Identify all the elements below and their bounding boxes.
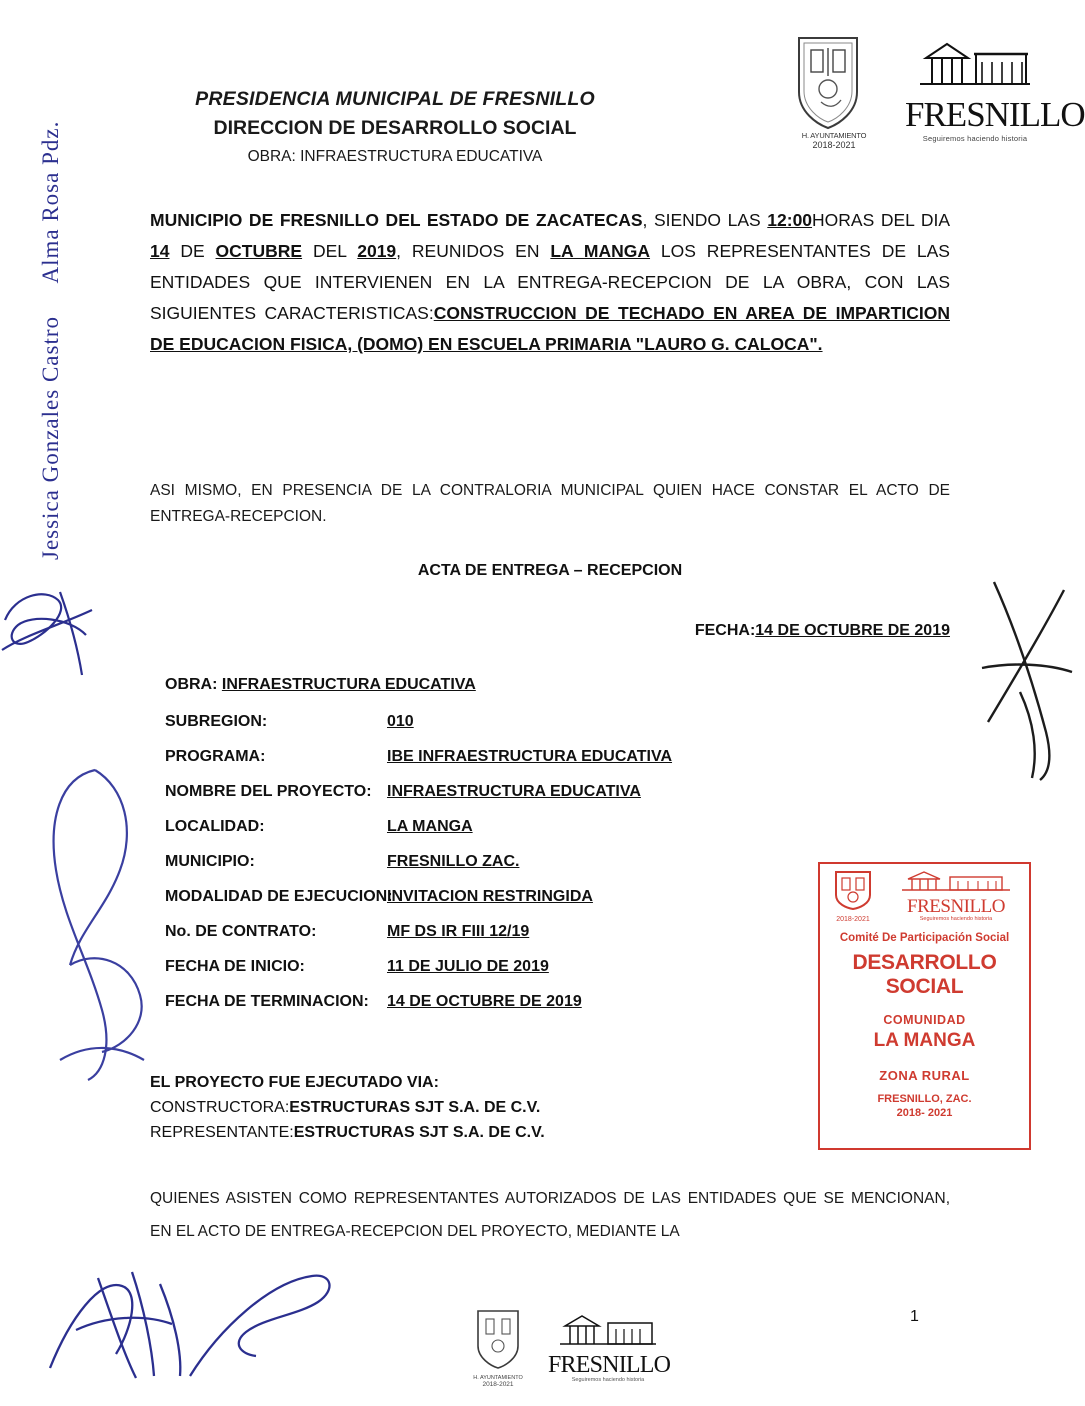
stamp-years-line: 2018- 2021 (896, 1107, 953, 1119)
para-month: OCTUBRE (215, 241, 303, 261)
obra-label: OBRA: (165, 676, 218, 693)
crest-years: 2018-2021 (812, 140, 856, 150)
constructora-value: ESTRUCTURAS SJT S.A. DE C.V. (289, 1099, 541, 1116)
para-seg3: HORAS DEL DIA (812, 210, 950, 230)
field-value: MF DS IR FIII 12/19 (387, 923, 530, 940)
field-value: FRESNILLO ZAC. (387, 853, 520, 870)
header-title-direccion: DIRECCION DE DESARROLLO SOCIAL (213, 117, 577, 139)
para-seg6: , REUNIDOS EN (396, 241, 551, 261)
footer-crest-icon (468, 1308, 528, 1388)
footer-fresnillo-logo (548, 1312, 671, 1383)
para-year: 2019 (357, 241, 397, 261)
handwritten-signature-right (972, 572, 1085, 792)
header-title-presidencia: PRESIDENCIA MUNICIPAL DE FRESNILLO (195, 88, 595, 110)
field-value: 11 DE JULIO DE 2019 (387, 958, 549, 975)
stamp-comunidad-value: LA MANGA (873, 1030, 976, 1051)
para-seg5: DEL (302, 241, 358, 261)
field-label: FECHA DE INICIO: (165, 958, 305, 975)
para-work-description: CONSTRUCCION DE TECHADO EN AREA DE IMPARTICION DE EDUCACION FISICA, (DOMO) EN ESCUELA PRIMARIA "LAURO G. CALOCA". (150, 303, 950, 354)
field-label: PROGRAMA: (165, 748, 266, 765)
stamp-logo-tagline: Seguiremos haciendo historia (919, 916, 993, 922)
field-label: No. DE CONTRATO: (165, 923, 317, 940)
para-day: 14 (150, 241, 170, 261)
handwritten-signature-left-upper (0, 580, 120, 690)
fecha-label: FECHA: (694, 622, 756, 639)
margin-name-top: Alma Rosa Pdz. (38, 120, 63, 284)
fecha-line (150, 622, 950, 640)
field-value: INFRAESTRUCTURA EDUCATIVA (387, 783, 641, 800)
footer-crest-caption: H. AYUNTAMIENTO (473, 1375, 523, 1381)
fresnillo-logo (905, 38, 1085, 143)
stamp-building-icon (896, 870, 1016, 892)
field-label: MUNICIPIO: (165, 853, 255, 870)
constructora-label: CONSTRUCTORA: (150, 1099, 290, 1116)
stamp-header (820, 864, 1029, 922)
handwritten-signature-bottom-left (40, 1258, 340, 1388)
para-seg7: LOS REPRESENTANTES DE LAS ENTIDADES QUE INTERVIENEN EN LA ENTREGA-RECEPCION DE LA OBRA, CON LAS SIGUIENTES CARACTERISTICAS: (150, 241, 950, 323)
stamp-department-line: DESARROLLO SOCIAL (852, 951, 997, 998)
stamp-crest-years: 2018-2021 (836, 916, 870, 923)
field-row (165, 713, 865, 748)
representante-value: ESTRUCTURAS SJT S.A. DE C.V. (293, 1124, 545, 1141)
field-value: INVITACION RESTRINGIDA (387, 888, 593, 905)
field-label: NOMBRE DEL PROYECTO: (165, 783, 372, 800)
para-seg4: DE (169, 241, 216, 261)
margin-name-bottom: Jessica Gonzales Castro (38, 316, 63, 560)
field-row (165, 783, 865, 818)
stamp-logo-text: FRESNILLO (907, 896, 1005, 917)
field-row (165, 818, 865, 853)
obra-value: INFRAESTRUCTURA EDUCATIVA (221, 676, 476, 693)
stamp-crest-icon (828, 869, 878, 923)
stamp-logo (891, 870, 1021, 922)
fresnillo-logo-text: FRESNILLO (905, 95, 1085, 134)
field-row (165, 923, 865, 958)
handwritten-signature-left-lower (40, 760, 170, 1090)
field-row (165, 853, 865, 888)
field-value: LA MANGA (387, 818, 473, 835)
second-paragraph: ASI MISMO, EN PRESENCIA DE LA CONTRALORIA MUNICIPAL QUIEN HACE CONSTAR EL ACTO DE ENTREGA-RECEPCION. (150, 482, 950, 525)
stamp-city-line: FRESNILLO, ZAC. (877, 1093, 972, 1105)
footer-logo-text: FRESNILLO (548, 1352, 671, 1378)
header-title-obra: OBRA: INFRAESTRUCTURA EDUCATIVA (247, 148, 543, 165)
para-locality: LA MANGA (550, 241, 651, 261)
field-row (165, 748, 865, 783)
para-seg2: , SIENDO LAS (642, 210, 768, 230)
stamp-committee-line: Comité De Participación Social (839, 932, 1010, 944)
crest-caption: H. AYUNTAMIENTO (801, 131, 867, 140)
page-number: 1 (910, 1308, 919, 1325)
stamp-zona-line: ZONA RURAL (879, 1068, 970, 1083)
third-paragraph: QUIENES ASISTEN COMO REPRESENTANTES AUTORIZADOS DE LAS ENTIDADES QUE SE MENCIONAN, EN EL ACTO DE ENTREGA-RECEPCION DEL PROYECTO, MEDIANTE LA (150, 1190, 950, 1240)
project-fields-table (165, 713, 865, 1028)
municipal-crest-icon (795, 34, 873, 150)
execution-heading: EL PROYECTO FUE EJECUTADO VIA: (150, 1074, 439, 1091)
representante-label: REPRESENTANTE: (150, 1124, 294, 1141)
execution-block (150, 1070, 850, 1145)
footer-crest-years: 2018-2021 (482, 1381, 514, 1388)
field-row (165, 888, 865, 923)
acta-title: ACTA DE ENTREGA – RECEPCION (417, 562, 683, 579)
header-text-block (0, 88, 790, 166)
obra-line (165, 676, 476, 694)
footer-logo-tagline: Seguiremos haciendo historia (571, 1377, 645, 1383)
fresnillo-building-icon (912, 38, 1038, 90)
main-paragraph (150, 205, 950, 360)
field-value: 010 (387, 713, 414, 730)
para-time: 12:00 (767, 210, 813, 230)
stamp-comunidad-label: COMUNIDAD (883, 1013, 966, 1027)
constructora-line (150, 1095, 850, 1120)
field-label: SUBREGION: (165, 713, 268, 730)
field-label: MODALIDAD DE EJECUCION: (165, 888, 393, 905)
representante-line (150, 1120, 850, 1145)
field-row (165, 993, 865, 1028)
para-municipio-bold: MUNICIPIO DE FRESNILLO DEL ESTADO DE ZACATECAS (150, 210, 643, 230)
field-label: LOCALIDAD: (165, 818, 265, 835)
field-value: IBE INFRAESTRUCTURA EDUCATIVA (387, 748, 673, 765)
fecha-value: 14 DE OCTUBRE DE 2019 (755, 622, 950, 639)
field-label: FECHA DE TERMINACION: (165, 993, 369, 1010)
field-row (165, 958, 865, 993)
footer-building-icon (554, 1312, 662, 1348)
official-red-stamp (818, 862, 1031, 1150)
field-value: 14 DE OCTUBRE DE 2019 (387, 993, 582, 1010)
fresnillo-logo-tagline: Seguiremos haciendo historia (922, 134, 1028, 143)
